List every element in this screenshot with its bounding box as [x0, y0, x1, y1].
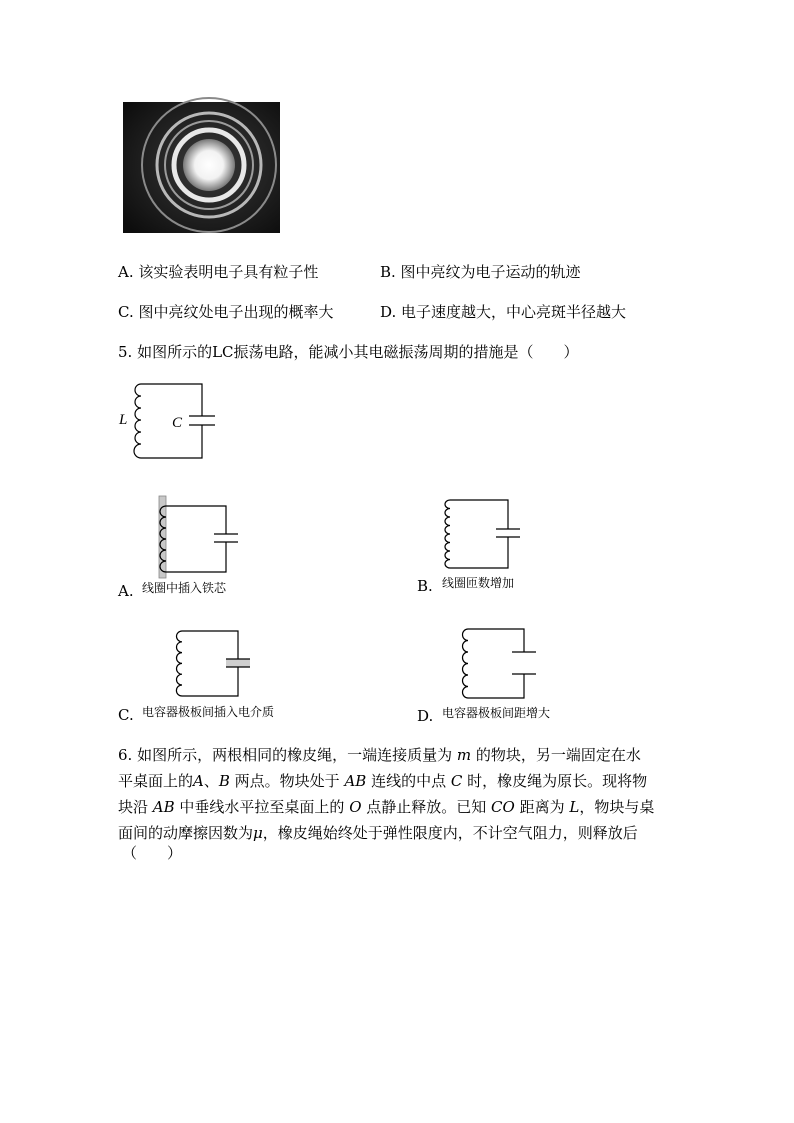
q6-text: ，物块与桌	[579, 798, 655, 816]
capacitor-label: C	[172, 415, 183, 431]
q4-option-d: D. 电子速度越大，中心亮斑半径越大	[380, 303, 627, 321]
q6-text: 距离为	[514, 798, 570, 816]
option-b-circuit	[440, 496, 525, 574]
option-b-letter: B.	[417, 577, 433, 595]
q6-text: 6. 如图所示，两根相同的橡皮绳，一端连接质量为	[118, 746, 457, 764]
option-d-circuit	[458, 626, 543, 702]
q6-text: 、	[203, 772, 219, 790]
q6-text: 平桌面上的	[118, 772, 194, 790]
var-ab: AB	[152, 798, 175, 816]
q6-line-3	[118, 797, 654, 817]
option-c-caption: 电容器极板间插入电介质	[142, 705, 275, 719]
option-b-caption: 线圈匝数增加	[442, 576, 515, 590]
q6-text: 中垂线水平拉至桌面上的	[174, 798, 350, 816]
q4-option-a: A. 该实验表明电子具有粒子性	[118, 263, 319, 281]
option-a-letter: A.	[118, 582, 134, 600]
var-m: m	[456, 746, 472, 764]
var-c: C	[450, 772, 463, 790]
option-a-caption: 线圈中插入铁芯	[142, 581, 227, 595]
option-c-letter: C.	[118, 706, 134, 724]
q6-line-1	[118, 745, 641, 765]
q6-line-2	[118, 771, 647, 791]
option-d-letter: D.	[417, 707, 434, 725]
var-ab: AB	[344, 772, 367, 790]
q5-stem: 5. 如图所示的LC振荡电路，能减小其电磁振荡周期的措施是（ ）	[118, 343, 579, 361]
option-c-circuit	[172, 628, 257, 700]
electron-diffraction-image	[123, 102, 280, 233]
var-b: B	[218, 772, 230, 790]
dielectric-slab	[226, 659, 250, 667]
var-a: A	[193, 772, 204, 790]
q6-text: 块沿	[118, 798, 153, 816]
q6-text: 两点。物块处于	[229, 772, 345, 790]
q6-text: 连线的中点	[366, 772, 451, 790]
q6-answer-blank: （ ）	[122, 844, 183, 862]
option-a-circuit	[148, 496, 243, 578]
option-d-caption: 电容器极板间距增大	[442, 706, 551, 720]
q6-line-4	[118, 823, 638, 843]
q6-text: ，橡皮绳始终处于弹性限度内，不计空气阻力，则释放后	[262, 824, 638, 842]
q6-text: 点静止释放。已知	[361, 798, 492, 816]
inductor-label: L	[119, 412, 128, 428]
var-co: CO	[491, 798, 515, 816]
var-mu: μ	[253, 824, 263, 842]
q6-text: 时，橡皮绳为原长。现将物	[462, 772, 648, 790]
lc-circuit-diagram	[115, 380, 225, 462]
q4-option-b: B. 图中亮纹为电子运动的轨迹	[380, 263, 581, 281]
var-l: L	[569, 798, 580, 816]
q6-text: 面间的动摩擦因数为	[118, 824, 254, 842]
q4-option-c: C. 图中亮纹处电子出现的概率大	[118, 303, 334, 321]
var-o: O	[349, 798, 362, 816]
q6-text: 的物块，另一端固定在水	[471, 746, 641, 764]
